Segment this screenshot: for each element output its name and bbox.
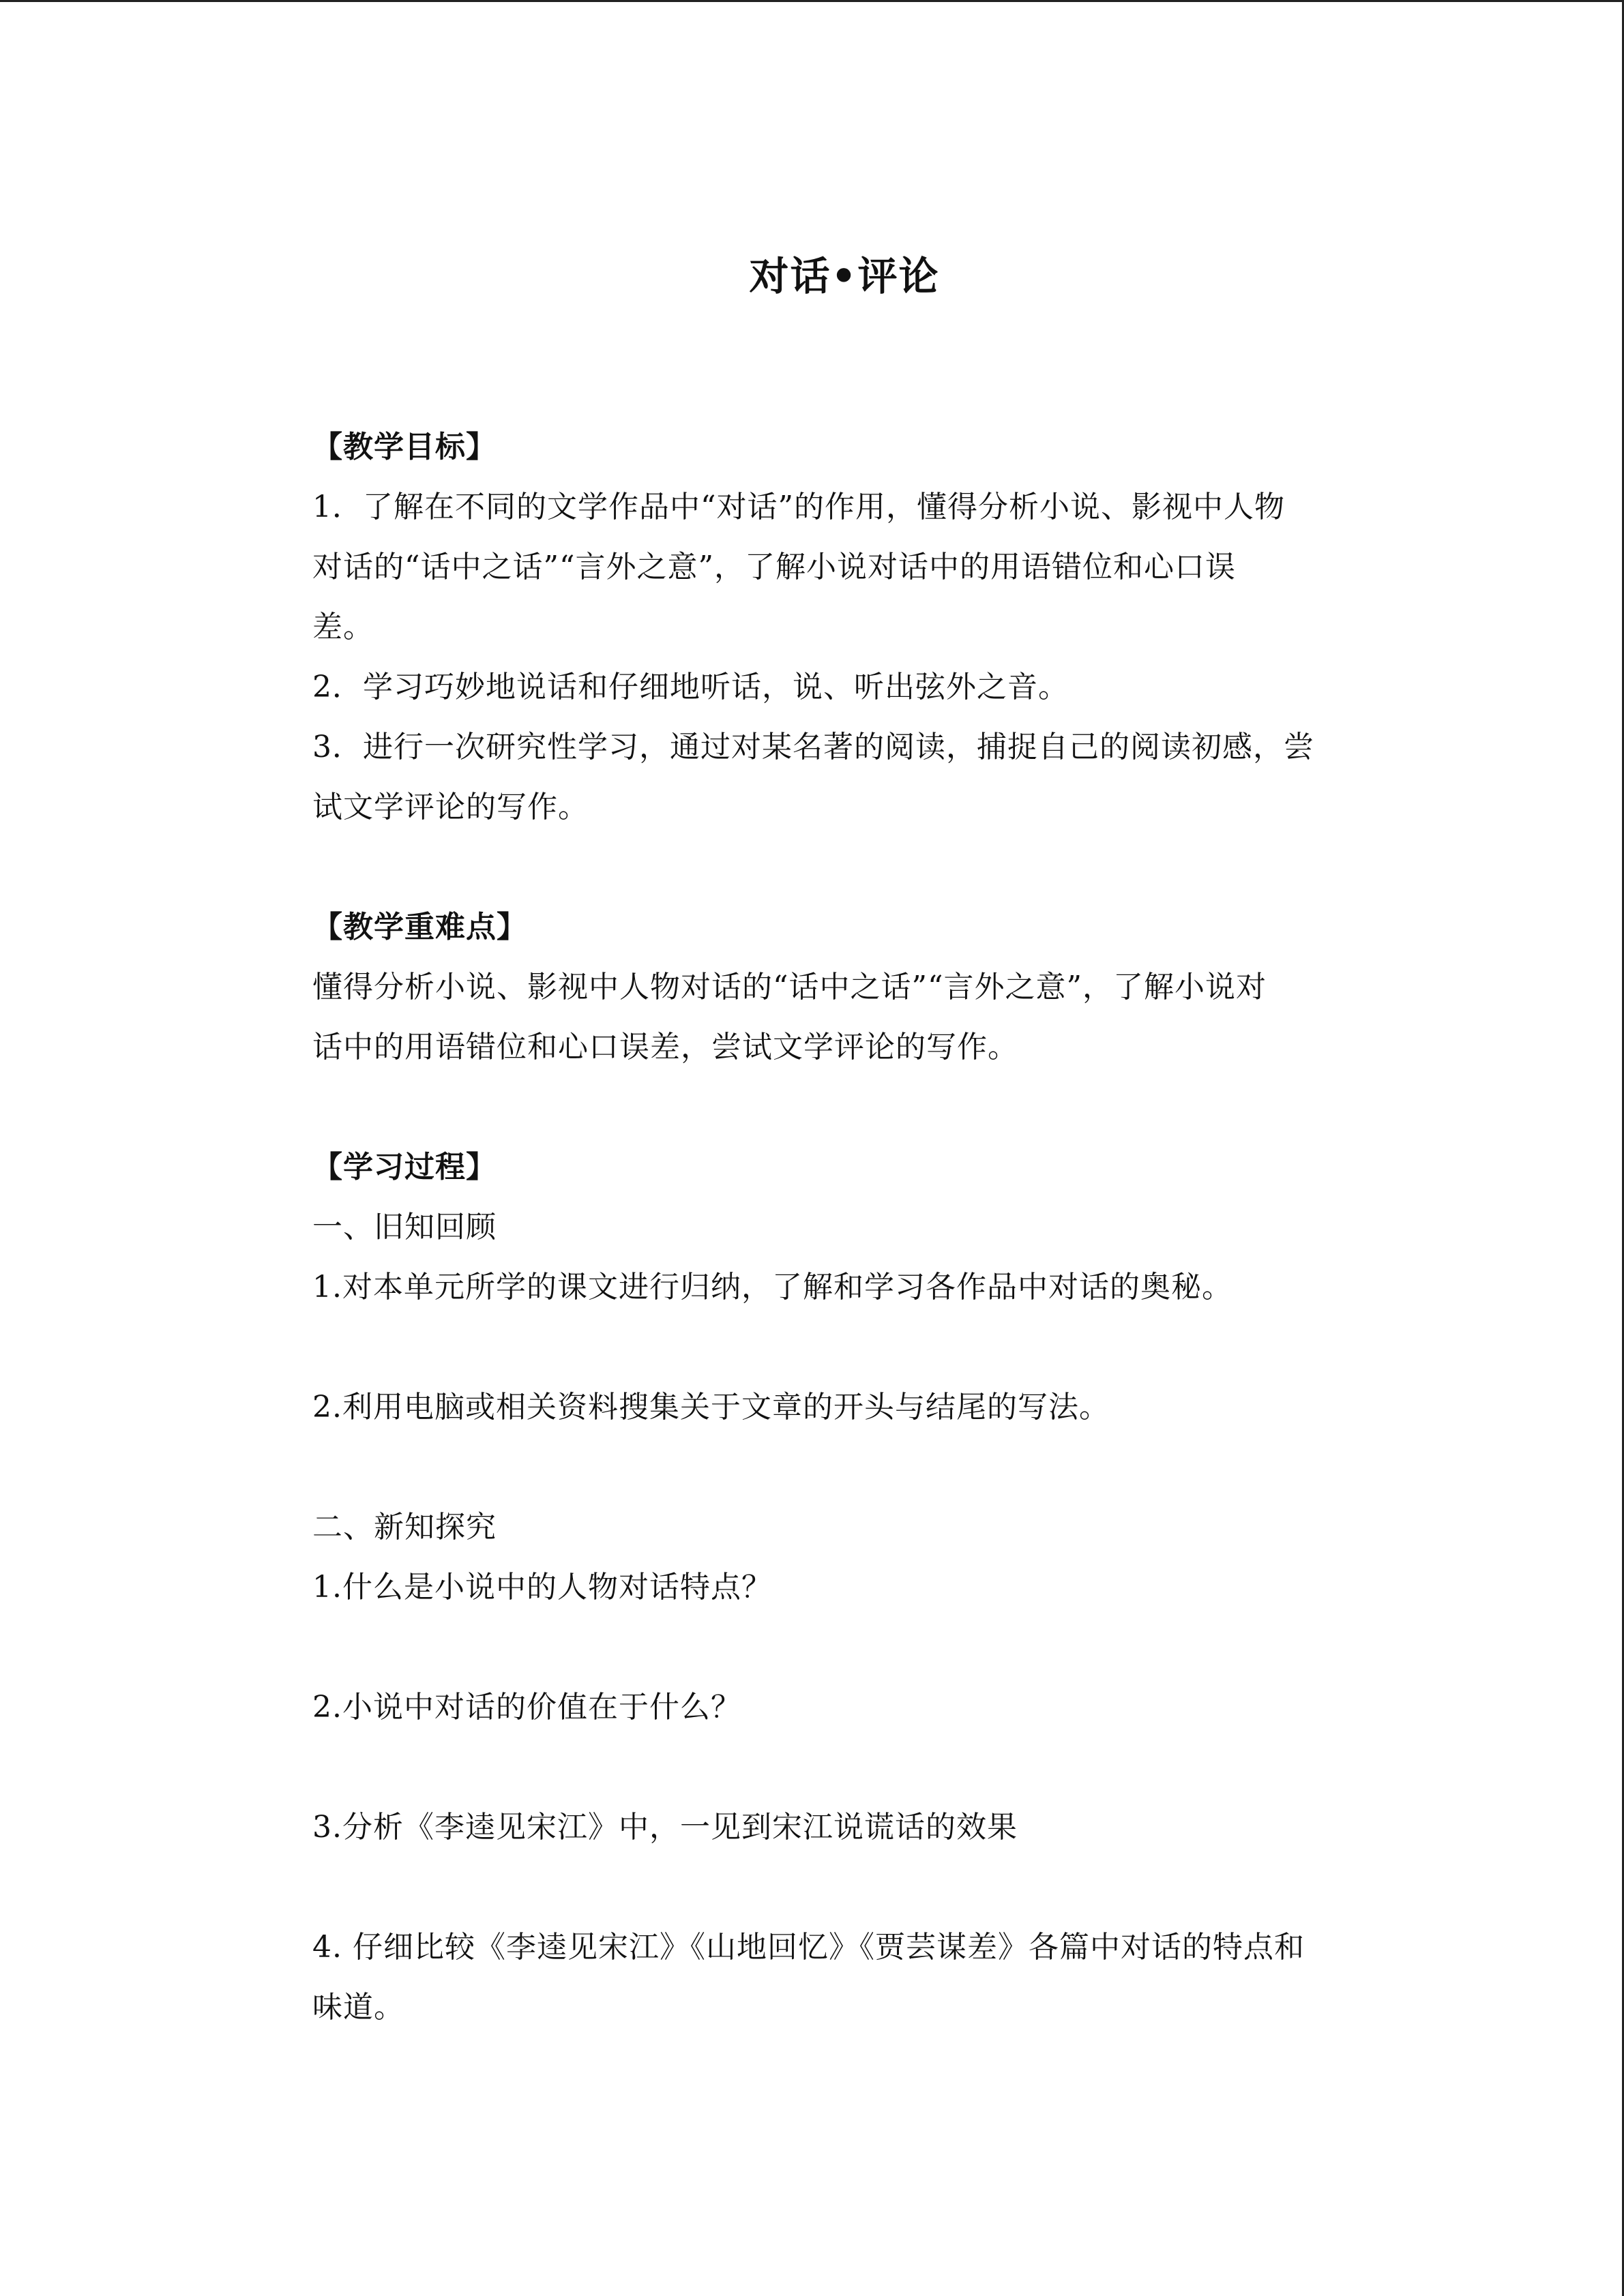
explore-heading: 二、新知探究 bbox=[312, 1510, 497, 1545]
explore-item-2: 2.小说中对话的价值在于什么？ bbox=[312, 1690, 741, 1725]
explore-item-4-line-1: 4. 仔细比较《李逵见宋江》《山地回忆》《贾芸谋差》各篇中对话的特点和 bbox=[312, 1930, 1305, 1965]
review-heading: 一、旧知回顾 bbox=[312, 1210, 497, 1244]
objective-item-3-line-1: 3．进行一次研究性学习，通过对某名著的阅读，捕捉自己的阅读初感，尝 bbox=[312, 730, 1314, 764]
process-heading: 【学习过程】 bbox=[312, 1150, 497, 1184]
answer-space bbox=[312, 1858, 1376, 1918]
key-points-section bbox=[312, 897, 1376, 1077]
section-spacer bbox=[312, 1077, 1376, 1137]
key-points-line-2: 话中的用语错位和心口误差，尝试文学评论的写作。 bbox=[312, 1030, 1018, 1064]
key-points-heading: 【教学重难点】 bbox=[312, 910, 527, 944]
process-section bbox=[312, 1137, 1376, 2038]
explore-item-3: 3.分析《李逵见宋江》中，一见到宋江说谎话的效果 bbox=[312, 1810, 1018, 1845]
key-points-line-1: 懂得分析小说、影视中人物对话的“话中之话”“言外之意”，了解小说对 bbox=[312, 970, 1267, 1004]
objective-item-1-line-2: 对话的“话中之话”“言外之意”，了解小说对话中的用语错位和心口误 bbox=[312, 550, 1236, 584]
document-body bbox=[312, 417, 1376, 2038]
answer-space bbox=[312, 1437, 1376, 1497]
document-title: 对话•评论 bbox=[749, 253, 940, 299]
explore-item-4-line-2: 味道。 bbox=[312, 1990, 404, 2025]
objective-item-1-line-1: 1．了解在不同的文学作品中“对话”的作用，懂得分析小说、影视中人物 bbox=[312, 490, 1285, 524]
explore-item-1: 1.什么是小说中的人物对话特点？ bbox=[312, 1570, 772, 1605]
objective-item-1-line-3: 差。 bbox=[312, 610, 374, 644]
answer-space bbox=[312, 1617, 1376, 1678]
section-spacer bbox=[312, 837, 1376, 897]
objective-item-2: 2．学习巧妙地说话和仔细地听话，说、听出弦外之音。 bbox=[312, 670, 1069, 704]
review-item-1: 1.对本单元所学的课文进行归纳，了解和学习各作品中对话的奥秘。 bbox=[312, 1270, 1232, 1304]
review-item-2: 2.利用电脑或相关资料搜集关于文章的开头与结尾的写法。 bbox=[312, 1390, 1110, 1425]
answer-space bbox=[312, 1738, 1376, 1798]
page-border-top bbox=[0, 0, 1624, 2]
objective-item-3-line-2: 试文学评论的写作。 bbox=[312, 790, 589, 824]
objectives-section bbox=[312, 417, 1376, 837]
answer-space bbox=[312, 1317, 1376, 1377]
objectives-heading: 【教学目标】 bbox=[312, 430, 497, 464]
